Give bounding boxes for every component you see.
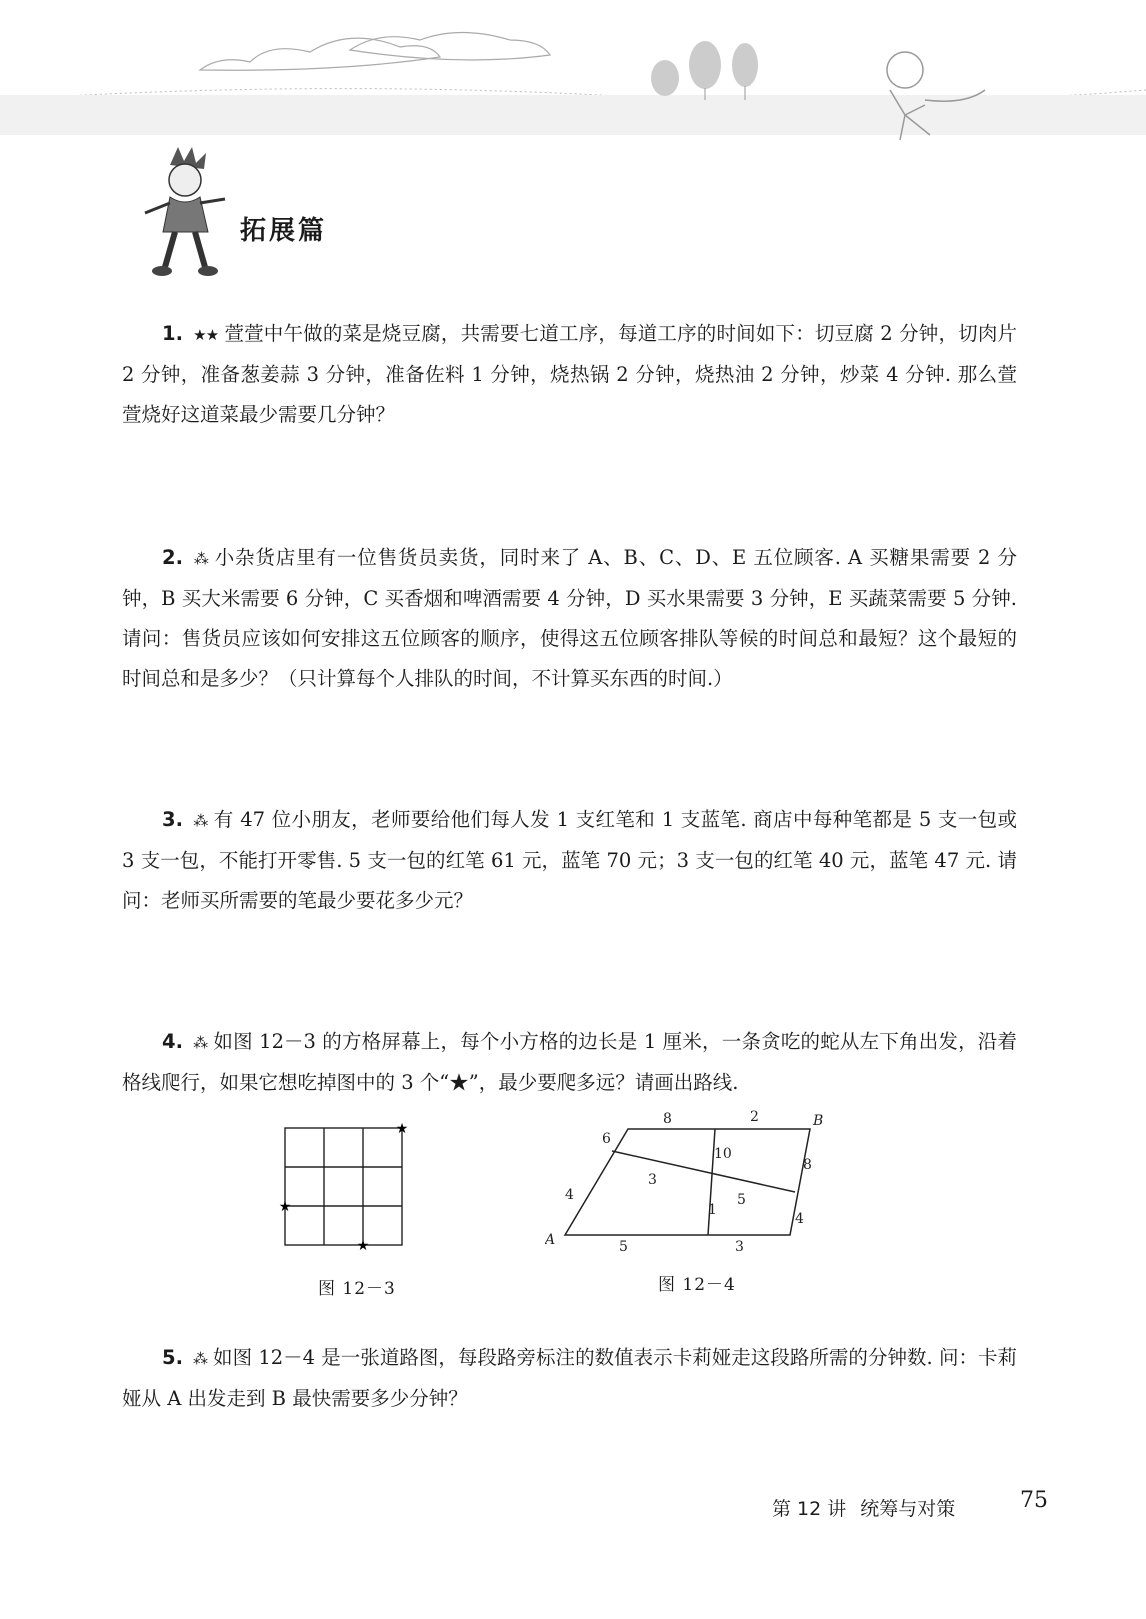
problem-text: 如图 12－4 是一张道路图，每段路旁标注的数值表示卡莉娅走这段路所需的分钟数. 问：卡莉娅从 A 出发走到 B 最快需要多少分钟？ (122, 1346, 1018, 1410)
label-center-lower: 1 (708, 1202, 717, 1218)
label-top-left: 8 (663, 1111, 672, 1127)
grid-star-top-right: ★ (395, 1121, 409, 1137)
difficulty-stars: ⁂ (192, 550, 209, 568)
section-title: 拓展篇 (240, 216, 328, 246)
difficulty-stars: ⁂ (192, 812, 208, 830)
problem-text: 如图 12－3 的方格屏幕上，每个小方格的边长是 1 厘米，一条贪吃的蛇从左下角出发，沿着格线爬行，如果它想吃掉图中的 3 个“★”，最少要爬多远？请画出路线. (122, 1030, 1018, 1094)
label-right-upper: 8 (803, 1157, 812, 1173)
problem-1 (122, 314, 1017, 435)
label-top-right: 2 (750, 1109, 759, 1125)
label-bottom-right: 3 (735, 1239, 744, 1255)
problem-4 (122, 1022, 1017, 1103)
page-number: 75 (1020, 1488, 1048, 1513)
grid-star-bottom: ★ (356, 1238, 370, 1254)
label-point-a: A (545, 1232, 556, 1248)
chapter-topic: 统筹与对策 (860, 1498, 956, 1520)
figure-12-4-caption: 图 12－4 (658, 1275, 736, 1295)
problem-number: 2. (162, 546, 183, 569)
figure-12-3-caption: 图 12－3 (318, 1279, 396, 1299)
label-point-b: B (813, 1113, 824, 1129)
problem-text: 有 47 位小朋友，老师要给他们每人发 1 支红笔和 1 支蓝笔. 商店中每种笔都是 5 支一包或 3 支一包，不能打开零售. 5 支一包的红笔 61 元，蓝笔 70 元；3 支一包的红笔 40 元，蓝笔 47 元. 请问：老师买所需要的笔最少要花多少元？ (122, 808, 1017, 912)
problem-number: 4. (162, 1030, 183, 1053)
label-center-left: 3 (648, 1172, 657, 1188)
label-center-right: 5 (737, 1192, 746, 1208)
header-illustration (0, 0, 1146, 150)
chapter-label: 第 12 讲 (772, 1498, 847, 1520)
problem-text: 小杂货店里有一位售货员卖货，同时来了 A、B、C、D、E 五位顾客. A 买糖果需要 2 分钟，B 买大米需要 6 分钟，C 买香烟和啤酒需要 4 分钟，D 买水果需要 3 分钟，E 买蔬菜需要 5 分钟. 请问：售货员应该如何安排这五位顾客的顺序，使得这五位顾客排队等候的时间总和最短？这个最短的时间总和是多少？（只计算每个人排队的时间，不计算买东西的时间.） (122, 546, 1017, 690)
label-right-lower: 4 (795, 1211, 804, 1227)
difficulty-stars: ⁂ (192, 1034, 208, 1052)
figure-12-4-road-map (545, 1105, 845, 1265)
figure-12-3-grid (270, 1118, 420, 1258)
label-left-lower: 4 (565, 1187, 574, 1203)
label-bottom-left: 5 (619, 1239, 628, 1255)
difficulty-stars: ★★ (192, 326, 219, 344)
problem-text: 萱萱中午做的菜是烧豆腐，共需要七道工序，每道工序的时间如下：切豆腐 2 分钟，切肉片 2 分钟，准备葱姜蒜 3 分钟，准备佐料 1 分钟，烧热锅 2 分钟，烧热油 2 分钟，炒菜 4 分钟. 那么萱萱烧好这道菜最少需要几分钟？ (122, 322, 1017, 426)
problem-number: 5. (162, 1346, 183, 1369)
grid-star-left: ★ (278, 1199, 292, 1215)
label-center-vertical: 10 (714, 1146, 732, 1162)
problem-number: 3. (162, 808, 183, 831)
problem-5 (122, 1338, 1017, 1419)
label-left-upper: 6 (602, 1131, 611, 1147)
difficulty-stars: ⁂ (192, 1350, 208, 1368)
page-footer (772, 1494, 955, 1521)
problem-2 (122, 538, 1017, 699)
problem-3 (122, 800, 1017, 921)
mascot-boy-illustration (140, 145, 235, 285)
problem-number: 1. (162, 322, 183, 345)
